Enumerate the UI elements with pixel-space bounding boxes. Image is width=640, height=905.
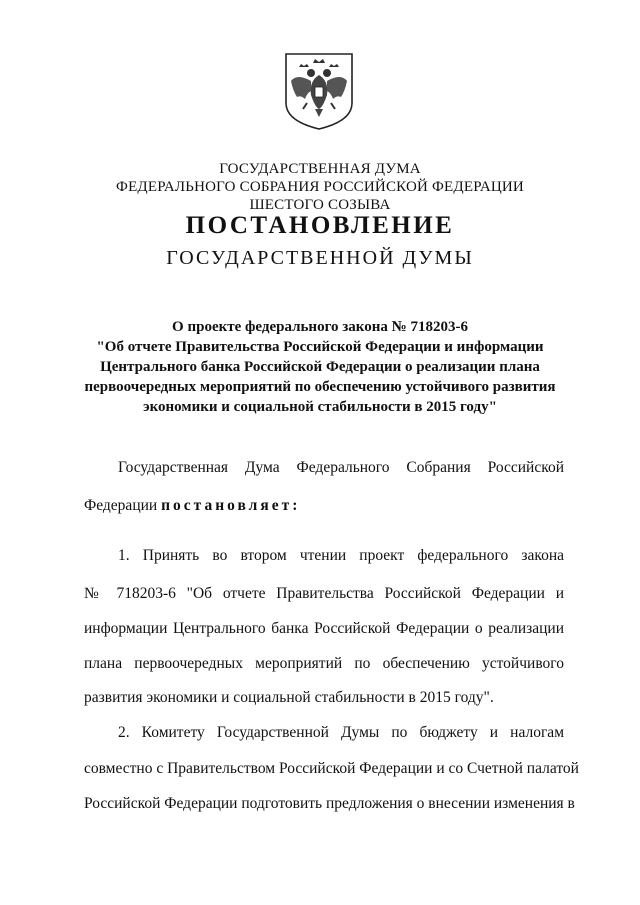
document-title: ПОСТАНОВЛЕНИЕ	[185, 212, 455, 239]
issuer-header	[0, 160, 640, 214]
subject-line: О проекте федерального закона № 718203-6	[172, 319, 468, 335]
header-line-convocation: ШЕСТОГО СОЗЫВА	[249, 197, 391, 213]
subject-line: экономики и социальной стабильности в 2015 году"	[143, 399, 497, 415]
paragraph-2-line: совместно с Правительством Российской Федерации и со Счетной палатой	[84, 760, 579, 777]
paragraph-1-line: развития экономики и социальной стабильности в 2015 году".	[84, 689, 494, 706]
paragraph-2-line: Российской Федерации подготовить предложения о внесении изменения в	[84, 795, 575, 812]
decree-verb: постановляет:	[161, 497, 301, 514]
header-line-assembly: ФЕДЕРАЛЬНОГО СОБРАНИЯ РОССИЙСКОЙ ФЕДЕРАЦИИ	[116, 179, 524, 195]
header-line-duma: ГОСУДАРСТВЕННАЯ ДУМА	[219, 161, 421, 177]
russian-coat-of-arms-icon	[283, 51, 355, 131]
paragraph-1-line: № 718203-6 "Об отчете Правительства Российской Федерации и	[84, 585, 564, 602]
paragraph-1-line: информации Центрального банка Российской Федерации о реализации	[84, 620, 564, 637]
intro-line-verb	[84, 497, 564, 515]
paragraph-1-line: 1. Принять во втором чтении проект федерального закона	[118, 547, 564, 564]
subject-line: "Об отчете Правительства Российской Федерации и информации	[96, 339, 544, 355]
subject-line: Центрального банка Российской Федерации о реализации плана	[100, 359, 540, 375]
document-subject	[70, 317, 570, 417]
paragraph-2-line: 2. Комитету Государственной Думы по бюджету и налогам	[118, 724, 564, 741]
subject-line: первоочередных мероприятий по обеспечению устойчивого развития	[84, 379, 556, 395]
intro-prefix: Федерации	[84, 497, 158, 514]
paragraph-1-line: плана первоочередных мероприятий по обеспечению устойчивого	[84, 655, 564, 672]
intro-line: Государственная Дума Федерального Собрания Российской	[118, 459, 564, 476]
document-subtitle: ГОСУДАРСТВЕННОЙ ДУМЫ	[166, 247, 474, 269]
